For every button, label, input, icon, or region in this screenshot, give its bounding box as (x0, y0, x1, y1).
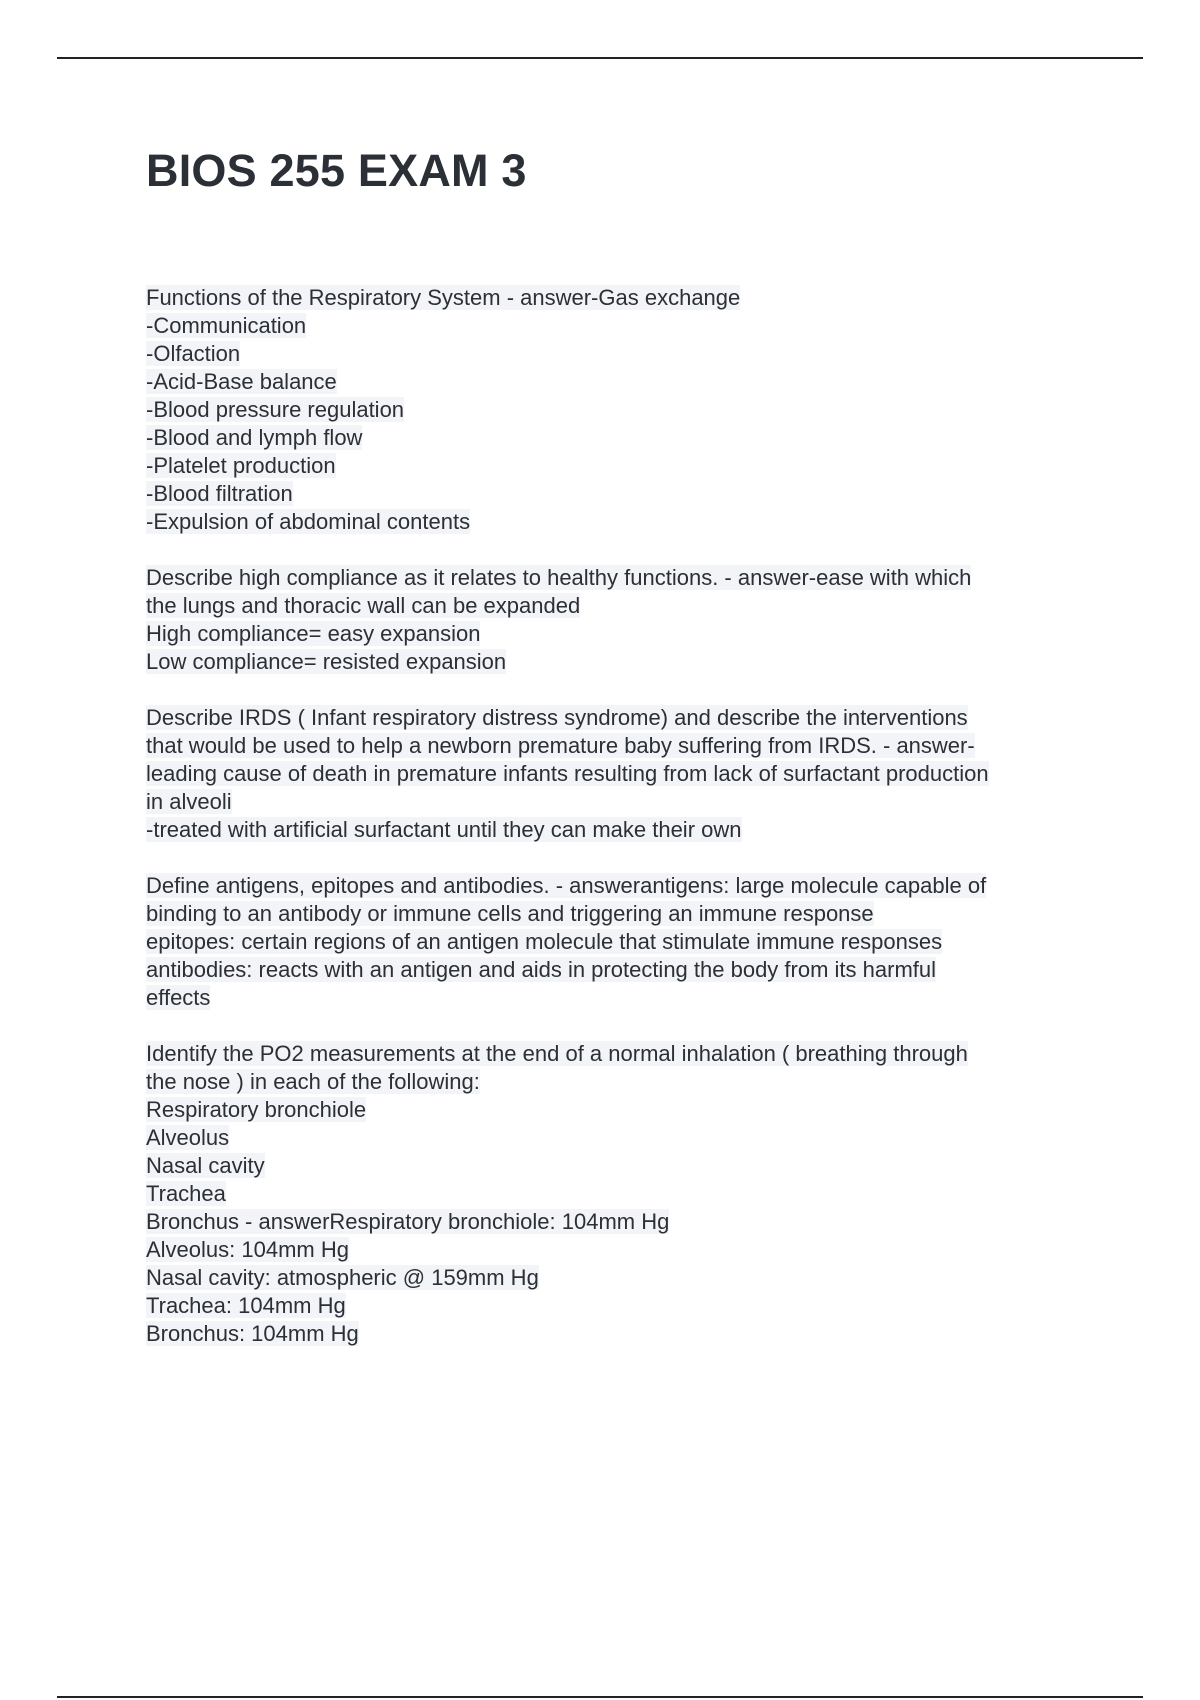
bottom-divider (57, 1696, 1143, 1698)
text-line: Respiratory bronchiole (146, 1097, 367, 1122)
text-line: -Acid-Base balance (146, 369, 337, 394)
text-line: leading cause of death in premature infants resulting from lack of surfactant production (146, 761, 989, 786)
text-line: Bronchus: 104mm Hg (146, 1321, 359, 1346)
text-line: in alveoli (146, 789, 232, 814)
text-line: antibodies: reacts with an antigen and aids in protecting the body from its harmful (146, 957, 937, 982)
text-line: High compliance= easy expansion (146, 621, 481, 646)
text-line: -treated with artificial surfactant until they can make their own (146, 817, 742, 842)
text-line: -Communication (146, 313, 307, 338)
text-line: epitopes: certain regions of an antigen molecule that stimulate immune responses (146, 929, 943, 954)
text-line: Define antigens, epitopes and antibodies. - answerantigens: large molecule capable of (146, 873, 987, 898)
text-line: Identify the PO2 measurements at the end of a normal inhalation ( breathing through (146, 1041, 968, 1066)
qa-entry-respiratory-functions (146, 284, 1076, 536)
text-line: Nasal cavity (146, 1153, 265, 1178)
top-divider (57, 57, 1143, 59)
text-line: -Platelet production (146, 453, 336, 478)
text-line: Alveolus (146, 1125, 230, 1150)
text-line: Describe high compliance as it relates to healthy functions. - answer-ease with which (146, 565, 972, 590)
text-line: -Blood and lymph flow (146, 425, 363, 450)
text-line: the nose ) in each of the following: (146, 1069, 480, 1094)
qa-entry-antigens (146, 872, 1076, 1012)
text-line: Functions of the Respiratory System - answer-Gas exchange (146, 285, 741, 310)
text-line: Bronchus - answerRespiratory bronchiole: 104mm Hg (146, 1209, 670, 1234)
text-line: effects (146, 985, 211, 1010)
page-title: BIOS 255 EXAM 3 (146, 145, 527, 196)
document-body (146, 284, 1076, 1376)
text-line: Alveolus: 104mm Hg (146, 1237, 349, 1262)
qa-entry-high-compliance (146, 564, 1076, 676)
text-line: Low compliance= resisted expansion (146, 649, 507, 674)
text-line: -Expulsion of abdominal contents (146, 509, 471, 534)
qa-entry-irds (146, 704, 1076, 844)
qa-entry-po2-measurements (146, 1040, 1076, 1348)
text-line: the lungs and thoracic wall can be expanded (146, 593, 581, 618)
text-line: Trachea: 104mm Hg (146, 1293, 346, 1318)
text-line: Trachea (146, 1181, 226, 1206)
text-line: that would be used to help a newborn premature baby suffering from IRDS. - answer- (146, 733, 975, 758)
text-line: Nasal cavity: atmospheric @ 159mm Hg (146, 1265, 539, 1290)
text-line: -Olfaction (146, 341, 241, 366)
text-line: -Blood filtration (146, 481, 293, 506)
text-line: -Blood pressure regulation (146, 397, 405, 422)
text-line: binding to an antibody or immune cells and triggering an immune response (146, 901, 874, 926)
text-line: Describe IRDS ( Infant respiratory distress syndrome) and describe the interventions (146, 705, 968, 730)
